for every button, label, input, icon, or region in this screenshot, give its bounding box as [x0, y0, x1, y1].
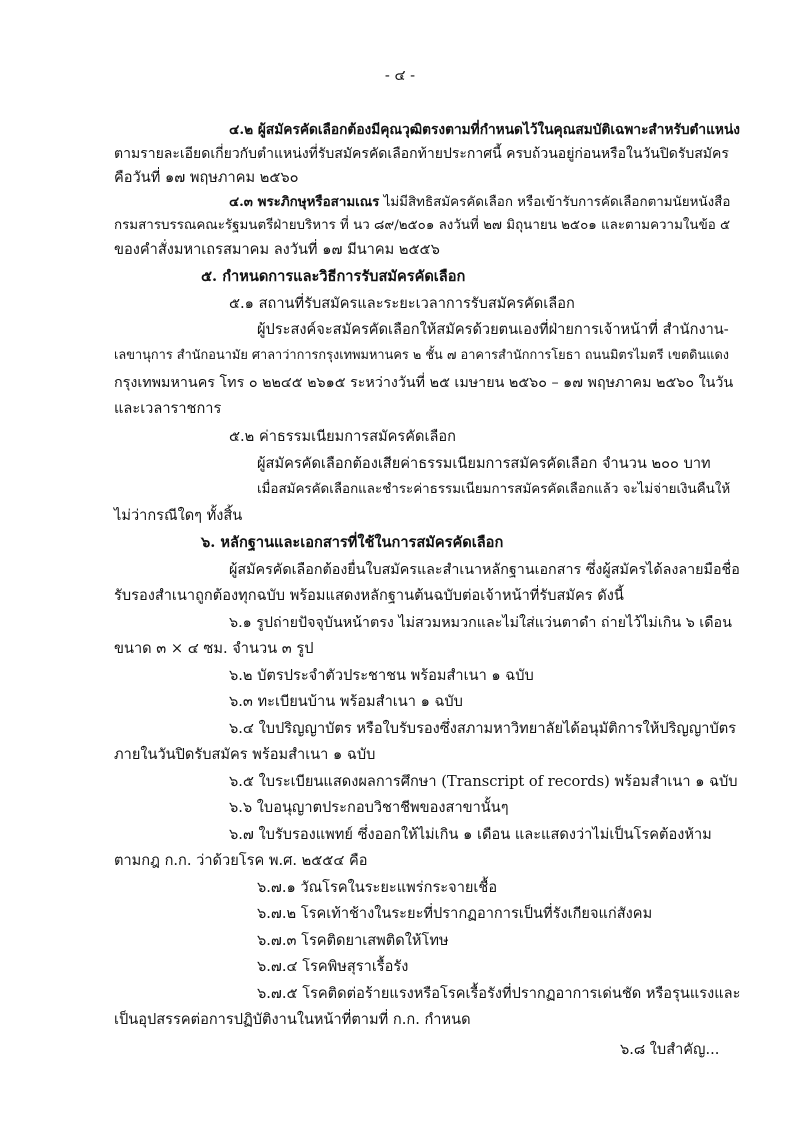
s51-line1: ผู้ประสงค์จะสมัครคัดเลือกให้สมัครด้วยตนเองที่ฝ่ายการเจ้าหน้าที่ สำนักงาน- — [257, 321, 729, 338]
disease-item-2: ๖.๗.๒ โรคเท้าช้างในระยะที่ปรากฏอาการเป็นที่รังเกียจแก่สังคม — [257, 905, 653, 922]
s43-line1-rest: ไม่มีสิทธิสมัครคัดเลือก หรือเข้ารับการคัดเลือกตามนัยหนังสือ — [383, 195, 731, 210]
s51-title: ๕.๑ สถานที่รับสมัครและระยะเวลาการรับสมัครคัดเลือก — [229, 295, 575, 312]
s52-title: ๕.๒ ค่าธรรมเนียมการสมัครคัดเลือก — [229, 428, 457, 445]
s43-line2: กรมสารบรรณคณะรัฐมนตรีฝ่ายบริหาร ที่ นว ๘๙/๒๕๐๑ ลงวันที่ ๒๗ มิถุนายน ๒๕๐๑ และตามความในข้อ ๕ — [114, 218, 731, 233]
s6-intro1: ผู้สมัครคัดเลือกต้องยื่นใบสมัครและสำเนาหลักฐานเอกสาร ซึ่งผู้สมัครได้ลงลายมือชื่อ — [229, 562, 740, 578]
s43-line3: ของคำสั่งมหาเถรสมาคม ลงวันที่ ๑๗ มีนาคม ๒๕๕๖ — [114, 241, 440, 258]
s6-item-64a: ๖.๔ ใบปริญญาบัตร หรือใบรับรองซึ่งสภามหาวิทยาลัยได้อนุมัติการให้ปริญญาบัตร — [229, 720, 737, 737]
s43-title: ๔.๓ พระภิกษุหรือสามเณร — [229, 194, 380, 210]
s6-item-62: ๖.๒ บัตรประจำตัวประชาชน พร้อมสำเนา ๑ ฉบับ — [229, 667, 534, 684]
s6-intro2: รับรองสำเนาถูกต้องทุกฉบับ พร้อมแสดงหลักฐานต้นฉบับต่อเจ้าหน้าที่รับสมัคร ดังนี้ — [114, 587, 624, 604]
disease-item-1: ๖.๗.๑ วัณโรคในระยะแพร่กระจายเชื้อ — [257, 879, 498, 896]
s42-line2: ตามรายละเอียดเกี่ยวกับตำแหน่งที่รับสมัครคัดเลือกท้ายประกาศนี้ ครบถ้วนอยู่ก่อนหรือในวันปิดรับสมัคร — [114, 146, 729, 162]
continuation-note: ๖.๘ ใบสำคัญ... — [620, 1041, 720, 1058]
disease-item-5b: เป็นอุปสรรคต่อการปฏิบัติงานในหน้าที่ตามที่ ก.ก. กำหนด — [114, 1011, 471, 1028]
disease-item-5a: ๖.๗.๕ โรคติดต่อร้ายแรงหรือโรคเรื้อรังที่ปรากฏอาการเด่นชัด หรือรุนแรงและ — [257, 985, 741, 1002]
s6-item-65: ๖.๕ ใบระเบียนแสดงผลการศึกษา (Transcript of records) พร้อมสำเนา ๑ ฉบับ — [229, 773, 738, 790]
s6-item-67a: ๖.๗ ใบรับรองแพทย์ ซึ่งออกให้ไม่เกิน ๑ เดือน และแสดงว่าไม่เป็นโรคต้องห้าม — [229, 826, 712, 843]
s43-line1 — [229, 192, 730, 213]
s42-title: ๔.๒ ผู้สมัครคัดเลือกต้องมีคุณวุฒิตรงตามที่กำหนดไว้ในคุณสมบัติเฉพาะสำหรับตำแหน่ง — [229, 122, 740, 138]
s6-item-61b: ขนาด ๓ × ๔ ซม. จำนวน ๓ รูป — [114, 640, 314, 657]
s6-item-66: ๖.๖ ใบอนุญาตประกอบวิชาชีพของสาขานั้นๆ — [229, 799, 509, 816]
s6-item-64b: ภายในวันปิดรับสมัคร พร้อมสำเนา ๑ ฉบับ — [114, 746, 376, 763]
s6-item-67b: ตามกฎ ก.ก. ว่าด้วยโรค พ.ศ. ๒๕๕๔ คือ — [114, 852, 368, 869]
s51-line3: กรุงเทพมหานคร โทร ๐ ๒๒๔๕ ๒๖๑๕ ระหว่างวันที่ ๒๕ เมษายน ๒๕๖๐ – ๑๗ พฤษภาคม ๒๕๖๐ ในวัน — [114, 375, 734, 391]
s52-line3: ไม่ว่ากรณีใดๆ ทั้งสิ้น — [114, 507, 243, 524]
disease-item-3: ๖.๗.๓ โรคติดยาเสพติดให้โทษ — [257, 932, 449, 949]
s52-line2: เมื่อสมัครคัดเลือกและชำระค่าธรรมเนียมการสมัครคัดเลือกแล้ว จะไม่จ่ายเงินคืนให้ — [257, 482, 731, 497]
s5-heading: ๕. กำหนดการและวิธีการรับสมัครคัดเลือก — [201, 268, 466, 285]
s42-line3: คือวันที่ ๑๗ พฤษภาคม ๒๕๖๐ — [114, 169, 299, 186]
s6-item-63: ๖.๓ ทะเบียนบ้าน พร้อมสำเนา ๑ ฉบับ — [229, 693, 463, 710]
s6-heading: ๖. หลักฐานและเอกสารที่ใช้ในการสมัครคัดเลือก — [201, 534, 504, 551]
s51-line2: เลขานุการ สำนักอนามัย ศาลาว่าการกรุงเทพมหานคร ๒ ชั้น ๗ อาคารสำนักการโยธา ถนนมิตรไมตรี เขตดินแดง — [114, 348, 730, 363]
s51-line4: และเวลาราชการ — [114, 400, 222, 417]
s52-line1: ผู้สมัครคัดเลือกต้องเสียค่าธรรมเนียมการสมัครคัดเลือก จำนวน ๒๐๐ บาท — [257, 455, 711, 472]
disease-item-4: ๖.๗.๔ โรคพิษสุราเรื้อรัง — [257, 958, 409, 975]
s6-item-61a: ๖.๑ รูปถ่ายปัจจุบันหน้าตรง ไม่สวมหมวกและไม่ใส่แว่นตาดำ ถ่ายไว้ไม่เกิน ๖ เดือน — [229, 615, 732, 631]
page-number: - ๔ - — [384, 67, 416, 84]
